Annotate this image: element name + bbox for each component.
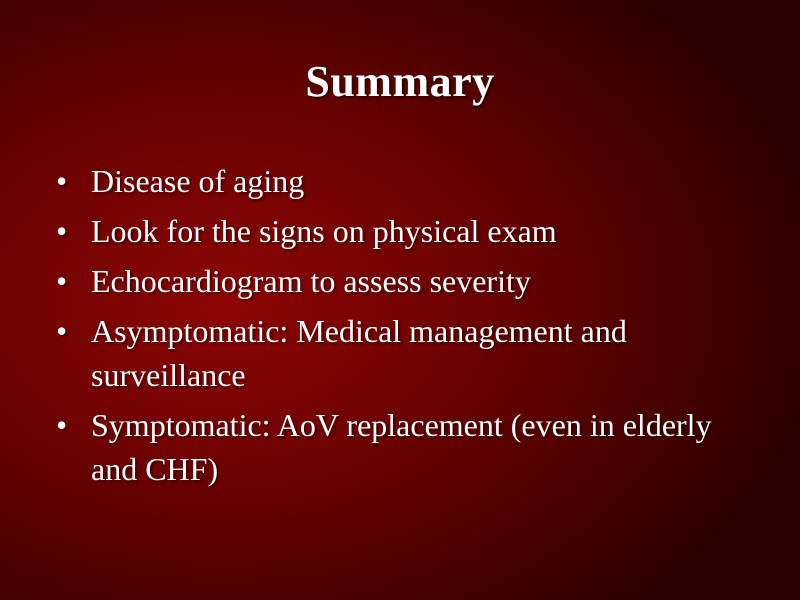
bullet-item-physical-exam — [56, 209, 746, 253]
bullet-text: Look for the signs on physical exam — [91, 213, 557, 249]
bullet-item-echocardiogram — [56, 259, 746, 303]
bullet-text: Asymptomatic: Medical management and surveillance — [91, 313, 627, 393]
bullet-item-disease-of-aging — [56, 159, 746, 203]
bullet-icon: • — [56, 263, 68, 299]
bullet-text: Symptomatic: AoV replacement (even in elderly and CHF) — [91, 407, 712, 487]
slide-title: Summary — [305, 57, 495, 106]
bullet-item-symptomatic — [56, 403, 746, 491]
bullet-text: Echocardiogram to assess severity — [91, 263, 531, 299]
bullet-icon: • — [56, 213, 68, 249]
bullet-list — [56, 159, 746, 497]
bullet-text: Disease of aging — [91, 163, 305, 199]
bullet-item-asymptomatic — [56, 309, 746, 397]
bullet-icon: • — [56, 407, 68, 443]
bullet-icon: • — [56, 163, 68, 199]
bullet-icon: • — [56, 313, 68, 349]
